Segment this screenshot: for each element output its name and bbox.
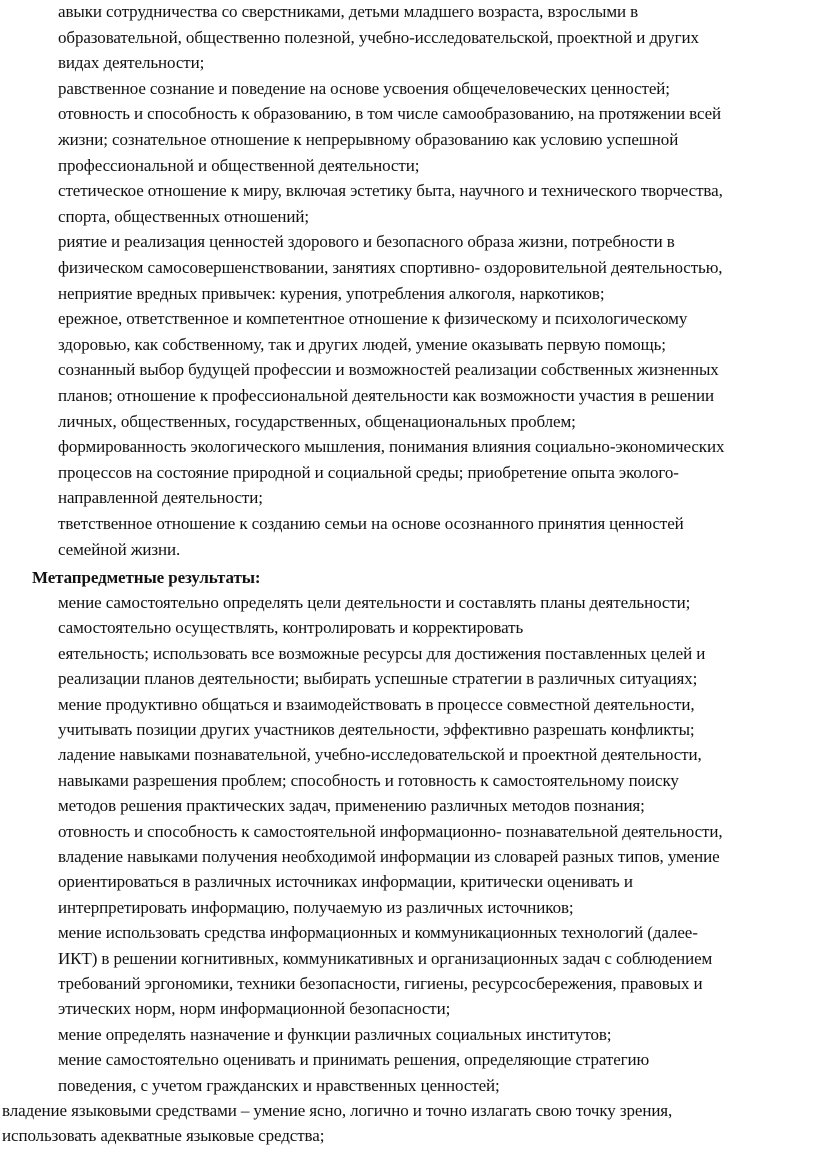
text-line: процессов на состояние природной и социальной среды; приобретение опыта эколого- xyxy=(58,463,679,482)
text-line: мение использовать средства информационных и коммуникационных технологий (далее- xyxy=(58,923,698,942)
text-line: мение определять назначение и функции различных социальных институтов; xyxy=(58,1025,612,1044)
section-heading: Метапредметные результаты: xyxy=(32,568,261,587)
text-line: методов решения практических задач, применению различных методов познания; xyxy=(58,796,645,815)
text-line: отовность и способность к образованию, в том числе самообразованию, на протяжении всей xyxy=(58,104,722,123)
text-line: учитывать позиции других участников деятельности, эффективно разрешать конфликты; xyxy=(58,720,695,739)
text-line: владение навыками получения необходимой информации из словарей разных типов, умение xyxy=(58,847,720,866)
text-line: навыками разрешения проблем; способность и готовность к самостоятельному поиску xyxy=(58,771,679,790)
text-line: формированность экологического мышления, понимания влияния социально-экономических xyxy=(58,437,725,456)
text-line: спорта, общественных отношений; xyxy=(58,207,309,226)
text-line: этических норм, норм информационной безопасности; xyxy=(58,999,451,1018)
text-line: равственное сознание и поведение на основе усвоения общечеловеческих ценностей; xyxy=(58,79,670,98)
text-line: здоровью, как собственному, так и других людей, умение оказывать первую помощь; xyxy=(58,335,666,354)
text-line: планов; отношение к профессиональной деятельности как возможности участия в решении xyxy=(58,386,715,405)
text-line: тветственное отношение к созданию семьи на основе осознанного принятия ценностей xyxy=(58,514,684,533)
text-line: ладение навыками познавательной, учебно-исследовательской и проектной деятельности, xyxy=(58,745,702,764)
text-line: еятельность; использовать все возможные ресурсы для достижения поставленных целей и xyxy=(58,644,706,663)
text-line: реализации планов деятельности; выбирать успешные стратегии в различных ситуациях; xyxy=(58,669,698,688)
text-line: мение продуктивно общаться и взаимодействовать в процессе совместной деятельности, xyxy=(58,695,695,714)
text-line: ИКТ) в решении когнитивных, коммуникативных и организационных задач с соблюдением xyxy=(58,949,713,968)
text-line: сознанный выбор будущей профессии и возможностей реализации собственных жизненных xyxy=(58,360,719,379)
text-line: стетическое отношение к миру, включая эстетику быта, научного и технического творчества, xyxy=(58,181,723,200)
text-line: интерпретировать информацию, получаемую из различных источников; xyxy=(58,898,574,917)
text-line: ережное, ответственное и компетентное отношение к физическому и психологическому xyxy=(58,309,688,328)
text-line: использовать адекватные языковые средства; xyxy=(2,1126,325,1145)
text-line: мение самостоятельно определять цели деятельности и составлять планы деятельности; xyxy=(58,593,691,612)
text-line: направленной деятельности; xyxy=(58,488,263,507)
text-line: личных, общественных, государственных, общенациональных проблем; xyxy=(58,412,576,431)
text-line: физическом самосовершенствовании, занятиях спортивно- оздоровительной деятельностью, xyxy=(58,258,723,277)
text-line: владение языковыми средствами – умение ясно, логично и точно излагать свою точку зрения, xyxy=(2,1101,673,1120)
text-line: риятие и реализация ценностей здорового и безопасного образа жизни, потребности в xyxy=(58,232,675,251)
text-line: авыки сотрудничества со сверстниками, детьми младшего возраста, взрослыми в xyxy=(58,2,639,21)
text-line: ориентироваться в различных источниках информации, критически оценивать и xyxy=(58,872,633,891)
text-line: мение самостоятельно оценивать и принимать решения, определяющие стратегию xyxy=(58,1050,650,1069)
text-line: неприятие вредных привычек: курения, употребления алкоголя, наркотиков; xyxy=(58,284,605,303)
text-line: жизни; сознательное отношение к непрерывному образованию как условию успешной xyxy=(58,130,679,149)
text-line: отовность и способность к самостоятельной информационно- познавательной деятельности, xyxy=(58,822,723,841)
text-line: самостоятельно осуществлять, контролировать и корректировать xyxy=(58,618,524,637)
text-line: поведения, с учетом гражданских и нравственных ценностей; xyxy=(58,1076,500,1095)
text-line: образовательной, общественно полезной, учебно-исследовательской, проектной и других xyxy=(58,28,699,47)
text-line: семейной жизни. xyxy=(58,540,181,559)
text-line: требований эргономики, техники безопасности, гигиены, ресурсосбережения, правовых и xyxy=(58,974,703,993)
text-line: профессиональной и общественной деятельности; xyxy=(58,156,420,175)
text-line: видах деятельности; xyxy=(58,53,205,72)
